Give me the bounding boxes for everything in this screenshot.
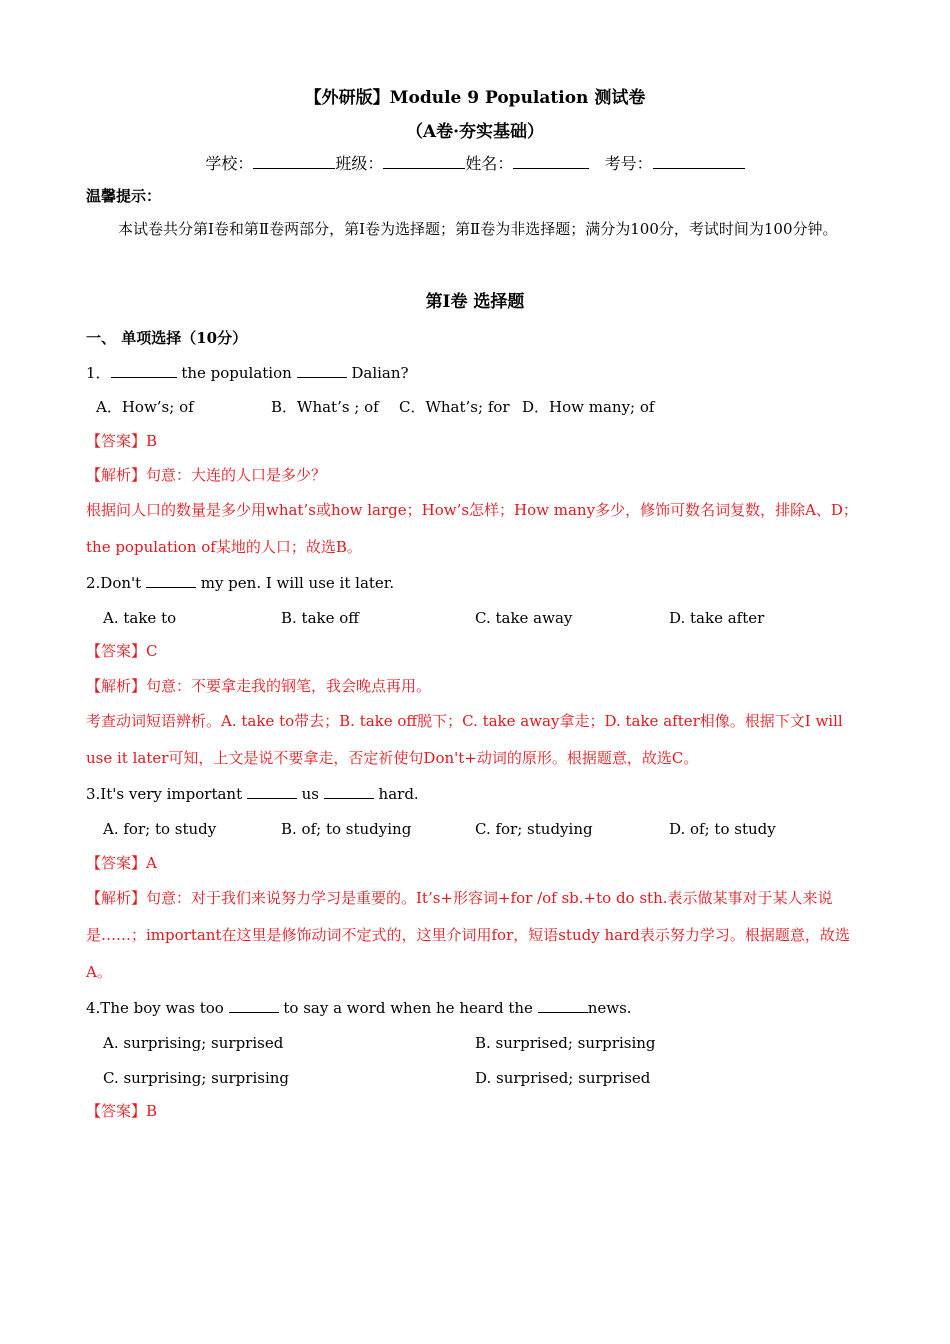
name-label: 姓名： — [465, 154, 514, 173]
option-a[interactable]: A. surprising; surprised — [103, 1034, 284, 1052]
question-4-options-row1 — [86, 1033, 864, 1053]
question-4-answer: 【答案】B — [86, 1102, 158, 1120]
option-c[interactable]: C. surprising; surprising — [103, 1069, 290, 1087]
answer-blank[interactable] — [324, 784, 374, 799]
option-a[interactable]: A．How’s; of — [96, 398, 194, 416]
question-1-options — [86, 397, 864, 417]
option-c[interactable]: C. for; studying — [475, 820, 593, 838]
school-label: 学校： — [205, 154, 254, 173]
option-d[interactable]: D. take after — [669, 609, 765, 627]
question-2-analysis-head: 【解析】句意：不要拿走我的钢笔，我会晚点再用。 — [86, 677, 432, 695]
option-c[interactable]: C．What’s; for — [399, 398, 510, 416]
exam-subtitle: （A卷·夯实基础） — [405, 122, 545, 142]
name-blank[interactable] — [513, 154, 589, 169]
exam-title: 【外研版】Module 9 Population 测试卷 — [304, 88, 646, 108]
question-2-analysis-body: 考查动词短语辨析。A. take to带去；B. take off脱下；C. take away拿走；D. take after相像。根据下文I will use it later可知，上文是说不要拿走，否定祈使句Don't+动词的原形。根据题意，故选C。 — [86, 712, 843, 767]
answer-blank[interactable] — [111, 363, 177, 378]
answer-blank[interactable] — [146, 573, 196, 588]
question-4-options-row2 — [86, 1068, 864, 1088]
option-a[interactable]: A. for; to study — [103, 820, 217, 838]
number-blank[interactable] — [653, 154, 745, 169]
answer-blank[interactable] — [297, 363, 347, 378]
tips-body: 本试卷共分第Ⅰ卷和第Ⅱ卷两部分，第Ⅰ卷为选择题；第Ⅱ卷为非选择题；满分为100分，考试时间为100分钟。 — [118, 220, 838, 238]
question-2-options — [86, 608, 864, 628]
option-d[interactable]: D. of; to study — [669, 820, 776, 838]
question-2-answer: 【答案】C — [86, 642, 158, 660]
option-b[interactable]: B. of; to studying — [281, 820, 412, 838]
option-a[interactable]: A. take to — [103, 609, 177, 627]
option-b[interactable]: B．What’s ; of — [271, 398, 379, 416]
question-1-answer: 【答案】B — [86, 432, 158, 450]
question-1-analysis-head: 【解析】句意：大连的人口是多少？ — [86, 466, 327, 484]
section-title: 第Ⅰ卷 选择题 — [425, 292, 525, 312]
question-1-analysis-body: 根据问人口的数量是多少用what’s或how large；How’s怎样；How many多少，修饰可数名词复数，排除A、D；the population of某地的人口；故选B。 — [86, 501, 858, 556]
question-3-analysis: 【解析】句意：对于我们来说努力学习是重要的。It’s+形容词+for /of sb.+to do sth.表示做某事对于某人来说是……；important在这里是修饰动词不定式的，这里介词用for，短语study hard表示努力学习。根据题意，故选A。 — [86, 889, 850, 981]
class-label: 班级： — [335, 154, 384, 173]
question-2-stem: 2.Don't my pen. I will use it later. — [86, 574, 395, 592]
answer-blank[interactable] — [229, 998, 279, 1013]
part-heading: 一、 单项选择（10分） — [86, 329, 248, 347]
answer-blank[interactable] — [538, 998, 588, 1013]
student-info-line — [86, 154, 864, 174]
option-b[interactable]: B. take off — [281, 609, 359, 627]
option-b[interactable]: B. surprised; surprising — [475, 1034, 656, 1052]
question-3-stem: 3.It's very important us hard. — [86, 785, 419, 803]
question-3-options — [86, 819, 864, 839]
question-3-answer: 【答案】A — [86, 854, 157, 872]
question-1-stem: 1． the population Dalian? — [86, 364, 409, 382]
answer-blank[interactable] — [247, 784, 297, 799]
option-c[interactable]: C. take away — [475, 609, 573, 627]
option-d[interactable]: D．How many; of — [522, 398, 655, 416]
tips-heading: 温馨提示： — [86, 187, 162, 205]
school-blank[interactable] — [253, 154, 335, 169]
number-label: 考号： — [604, 154, 653, 173]
question-4-stem: 4.The boy was too to say a word when he heard the news. — [86, 999, 632, 1017]
class-blank[interactable] — [383, 154, 465, 169]
option-d[interactable]: D. surprised; surprised — [475, 1069, 651, 1087]
